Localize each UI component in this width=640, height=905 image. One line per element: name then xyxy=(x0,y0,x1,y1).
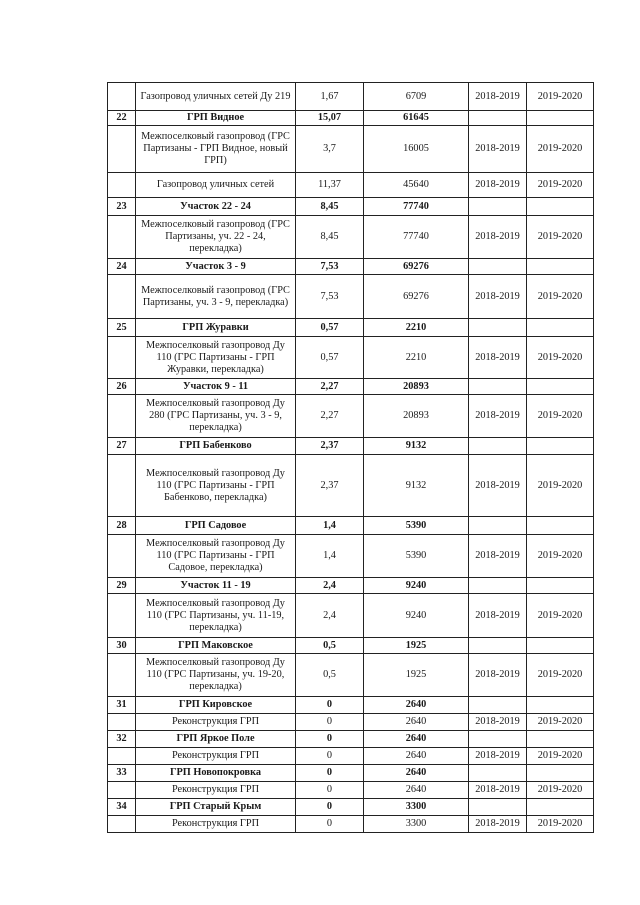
item-name-cell: Газопровод уличных сетей Ду 219 xyxy=(136,83,296,111)
row-number-cell xyxy=(108,594,136,638)
length-cell: 1,67 xyxy=(296,83,364,111)
row-number-cell xyxy=(108,126,136,173)
length-cell: 8,45 xyxy=(296,198,364,216)
period-end-cell: 2019-2020 xyxy=(527,275,594,319)
cost-cell: 9132 xyxy=(364,438,469,455)
item-name-cell: ГРП Маковское xyxy=(136,638,296,654)
length-cell: 0 xyxy=(296,697,364,714)
item-name-cell: ГРП Садовое xyxy=(136,517,296,535)
period-start-cell xyxy=(469,517,527,535)
cost-cell: 20893 xyxy=(364,395,469,438)
period-end-cell xyxy=(527,438,594,455)
item-name-cell: ГРП Видное xyxy=(136,111,296,126)
cost-cell: 3300 xyxy=(364,799,469,816)
period-start-cell xyxy=(469,319,527,337)
period-start-cell xyxy=(469,731,527,748)
period-end-cell xyxy=(527,799,594,816)
item-name-cell: Межпоселковый газопровод Ду 110 (ГРС Партизаны, уч. 11-19, перекладка) xyxy=(136,594,296,638)
period-start-cell xyxy=(469,799,527,816)
period-start-cell xyxy=(469,638,527,654)
period-end-cell xyxy=(527,517,594,535)
table-row-section xyxy=(108,259,594,275)
length-cell: 0 xyxy=(296,782,364,799)
period-end-cell xyxy=(527,731,594,748)
cost-cell: 2640 xyxy=(364,782,469,799)
period-end-cell: 2019-2020 xyxy=(527,455,594,517)
table-row xyxy=(108,594,594,638)
table-row xyxy=(108,748,594,765)
item-name-cell: Межпоселковый газопровод Ду 110 (ГРС Партизаны, уч. 19-20, перекладка) xyxy=(136,654,296,697)
table-row-section xyxy=(108,731,594,748)
item-name-cell: Участок 3 - 9 xyxy=(136,259,296,275)
length-cell: 0 xyxy=(296,731,364,748)
table-row xyxy=(108,535,594,578)
cost-cell: 3300 xyxy=(364,816,469,833)
table-row-section xyxy=(108,799,594,816)
cost-cell: 69276 xyxy=(364,275,469,319)
table-row-section xyxy=(108,198,594,216)
item-name-cell: Участок 11 - 19 xyxy=(136,578,296,594)
item-name-cell: Межпоселковый газопровод (ГРС Партизаны, уч. 3 - 9, перекладка) xyxy=(136,275,296,319)
length-cell: 2,37 xyxy=(296,455,364,517)
length-cell: 2,37 xyxy=(296,438,364,455)
length-cell: 1,4 xyxy=(296,535,364,578)
row-number-cell: 24 xyxy=(108,259,136,275)
length-cell: 0 xyxy=(296,816,364,833)
cost-cell: 2640 xyxy=(364,748,469,765)
cost-cell: 77740 xyxy=(364,216,469,259)
cost-cell: 9132 xyxy=(364,455,469,517)
period-start-cell: 2018-2019 xyxy=(469,782,527,799)
period-start-cell xyxy=(469,198,527,216)
table-row-section xyxy=(108,517,594,535)
cost-cell: 6709 xyxy=(364,83,469,111)
cost-cell: 16005 xyxy=(364,126,469,173)
period-end-cell: 2019-2020 xyxy=(527,337,594,379)
cost-cell: 1925 xyxy=(364,638,469,654)
table-row xyxy=(108,275,594,319)
row-number-cell xyxy=(108,337,136,379)
cost-cell: 5390 xyxy=(364,517,469,535)
item-name-cell: Межпоселковый газопровод Ду 110 (ГРС Партизаны - ГРП Журавки, перекладка) xyxy=(136,337,296,379)
row-number-cell xyxy=(108,173,136,198)
period-end-cell: 2019-2020 xyxy=(527,216,594,259)
item-name-cell: ГРП Журавки xyxy=(136,319,296,337)
period-start-cell: 2018-2019 xyxy=(469,748,527,765)
item-name-cell: ГРП Бабенково xyxy=(136,438,296,455)
period-end-cell: 2019-2020 xyxy=(527,594,594,638)
table-row xyxy=(108,126,594,173)
period-end-cell: 2019-2020 xyxy=(527,535,594,578)
period-start-cell: 2018-2019 xyxy=(469,654,527,697)
table-row xyxy=(108,83,594,111)
table-row-section xyxy=(108,578,594,594)
length-cell: 8,45 xyxy=(296,216,364,259)
row-number-cell: 25 xyxy=(108,319,136,337)
item-name-cell: Участок 22 - 24 xyxy=(136,198,296,216)
table-row xyxy=(108,216,594,259)
length-cell: 3,7 xyxy=(296,126,364,173)
table-row xyxy=(108,455,594,517)
row-number-cell: 30 xyxy=(108,638,136,654)
period-end-cell: 2019-2020 xyxy=(527,173,594,198)
item-name-cell: ГРП Старый Крым xyxy=(136,799,296,816)
period-start-cell: 2018-2019 xyxy=(469,83,527,111)
table-row-section xyxy=(108,319,594,337)
row-number-cell xyxy=(108,654,136,697)
length-cell: 0 xyxy=(296,765,364,782)
length-cell: 7,53 xyxy=(296,259,364,275)
cost-cell: 45640 xyxy=(364,173,469,198)
length-cell: 2,27 xyxy=(296,379,364,395)
table-row xyxy=(108,714,594,731)
item-name-cell: Газопровод уличных сетей xyxy=(136,173,296,198)
period-start-cell: 2018-2019 xyxy=(469,337,527,379)
cost-cell: 20893 xyxy=(364,379,469,395)
period-end-cell xyxy=(527,578,594,594)
period-end-cell xyxy=(527,638,594,654)
row-number-cell xyxy=(108,395,136,438)
row-number-cell: 31 xyxy=(108,697,136,714)
period-end-cell: 2019-2020 xyxy=(527,748,594,765)
row-number-cell xyxy=(108,816,136,833)
row-number-cell xyxy=(108,782,136,799)
period-start-cell xyxy=(469,111,527,126)
period-start-cell: 2018-2019 xyxy=(469,395,527,438)
row-number-cell: 28 xyxy=(108,517,136,535)
length-cell: 15,07 xyxy=(296,111,364,126)
item-name-cell: Реконструкция ГРП xyxy=(136,816,296,833)
period-start-cell xyxy=(469,379,527,395)
cost-cell: 2640 xyxy=(364,731,469,748)
item-name-cell: ГРП Яркое Поле xyxy=(136,731,296,748)
length-cell: 1,4 xyxy=(296,517,364,535)
cost-cell: 61645 xyxy=(364,111,469,126)
cost-cell: 2210 xyxy=(364,319,469,337)
period-end-cell xyxy=(527,259,594,275)
cost-cell: 2640 xyxy=(364,714,469,731)
row-number-cell: 34 xyxy=(108,799,136,816)
row-number-cell xyxy=(108,455,136,517)
row-number-cell: 27 xyxy=(108,438,136,455)
table-row xyxy=(108,816,594,833)
item-name-cell: Межпоселковый газопровод (ГРС Партизаны - ГРП Видное, новый ГРП) xyxy=(136,126,296,173)
table-row xyxy=(108,173,594,198)
cost-cell: 1925 xyxy=(364,654,469,697)
cost-cell: 5390 xyxy=(364,535,469,578)
table-row-section xyxy=(108,697,594,714)
item-name-cell: Межпоселковый газопровод (ГРС Партизаны, уч. 22 - 24, перекладка) xyxy=(136,216,296,259)
period-start-cell: 2018-2019 xyxy=(469,714,527,731)
item-name-cell: Межпоселковый газопровод Ду 110 (ГРС Партизаны - ГРП Садовое, перекладка) xyxy=(136,535,296,578)
cost-cell: 2210 xyxy=(364,337,469,379)
period-end-cell: 2019-2020 xyxy=(527,654,594,697)
length-cell: 0 xyxy=(296,714,364,731)
row-number-cell: 22 xyxy=(108,111,136,126)
gas-pipeline-table xyxy=(107,82,594,833)
table-row xyxy=(108,782,594,799)
table-row xyxy=(108,337,594,379)
row-number-cell xyxy=(108,275,136,319)
period-start-cell: 2018-2019 xyxy=(469,216,527,259)
item-name-cell: ГРП Кировское xyxy=(136,697,296,714)
cost-cell: 69276 xyxy=(364,259,469,275)
period-end-cell xyxy=(527,697,594,714)
item-name-cell: Межпоселковый газопровод Ду 280 (ГРС Партизаны, уч. 3 - 9, перекладка) xyxy=(136,395,296,438)
table-row-section xyxy=(108,111,594,126)
length-cell: 2,4 xyxy=(296,578,364,594)
period-end-cell xyxy=(527,319,594,337)
period-start-cell xyxy=(469,765,527,782)
period-end-cell xyxy=(527,111,594,126)
table-row-section xyxy=(108,765,594,782)
length-cell: 0,57 xyxy=(296,337,364,379)
length-cell: 0 xyxy=(296,748,364,765)
period-end-cell: 2019-2020 xyxy=(527,714,594,731)
cost-cell: 2640 xyxy=(364,697,469,714)
period-start-cell xyxy=(469,578,527,594)
row-number-cell xyxy=(108,216,136,259)
period-start-cell: 2018-2019 xyxy=(469,535,527,578)
period-start-cell: 2018-2019 xyxy=(469,173,527,198)
table-row-section xyxy=(108,379,594,395)
period-end-cell: 2019-2020 xyxy=(527,83,594,111)
length-cell: 2,4 xyxy=(296,594,364,638)
period-end-cell xyxy=(527,765,594,782)
length-cell: 0,57 xyxy=(296,319,364,337)
period-end-cell xyxy=(527,198,594,216)
row-number-cell xyxy=(108,714,136,731)
item-name-cell: Реконструкция ГРП xyxy=(136,714,296,731)
period-end-cell xyxy=(527,379,594,395)
row-number-cell xyxy=(108,83,136,111)
period-start-cell: 2018-2019 xyxy=(469,594,527,638)
item-name-cell: Участок 9 - 11 xyxy=(136,379,296,395)
table-row-section xyxy=(108,438,594,455)
item-name-cell: Реконструкция ГРП xyxy=(136,782,296,799)
length-cell: 7,53 xyxy=(296,275,364,319)
row-number-cell xyxy=(108,535,136,578)
period-end-cell: 2019-2020 xyxy=(527,126,594,173)
table-row xyxy=(108,395,594,438)
table-row xyxy=(108,654,594,697)
table-body xyxy=(108,83,594,833)
period-start-cell: 2018-2019 xyxy=(469,455,527,517)
item-name-cell: Реконструкция ГРП xyxy=(136,748,296,765)
item-name-cell: Межпоселковый газопровод Ду 110 (ГРС Партизаны - ГРП Бабенково, перекладка) xyxy=(136,455,296,517)
row-number-cell: 23 xyxy=(108,198,136,216)
cost-cell: 9240 xyxy=(364,594,469,638)
length-cell: 2,27 xyxy=(296,395,364,438)
period-start-cell xyxy=(469,259,527,275)
row-number-cell: 29 xyxy=(108,578,136,594)
period-end-cell: 2019-2020 xyxy=(527,782,594,799)
length-cell: 11,37 xyxy=(296,173,364,198)
row-number-cell: 32 xyxy=(108,731,136,748)
row-number-cell: 33 xyxy=(108,765,136,782)
period-start-cell: 2018-2019 xyxy=(469,275,527,319)
row-number-cell: 26 xyxy=(108,379,136,395)
cost-cell: 9240 xyxy=(364,578,469,594)
period-end-cell: 2019-2020 xyxy=(527,395,594,438)
period-end-cell: 2019-2020 xyxy=(527,816,594,833)
length-cell: 0,5 xyxy=(296,654,364,697)
item-name-cell: ГРП Новопокровка xyxy=(136,765,296,782)
length-cell: 0,5 xyxy=(296,638,364,654)
period-start-cell: 2018-2019 xyxy=(469,816,527,833)
period-start-cell xyxy=(469,438,527,455)
cost-cell: 2640 xyxy=(364,765,469,782)
row-number-cell xyxy=(108,748,136,765)
length-cell: 0 xyxy=(296,799,364,816)
table-row-section xyxy=(108,638,594,654)
period-start-cell xyxy=(469,697,527,714)
period-start-cell: 2018-2019 xyxy=(469,126,527,173)
cost-cell: 77740 xyxy=(364,198,469,216)
